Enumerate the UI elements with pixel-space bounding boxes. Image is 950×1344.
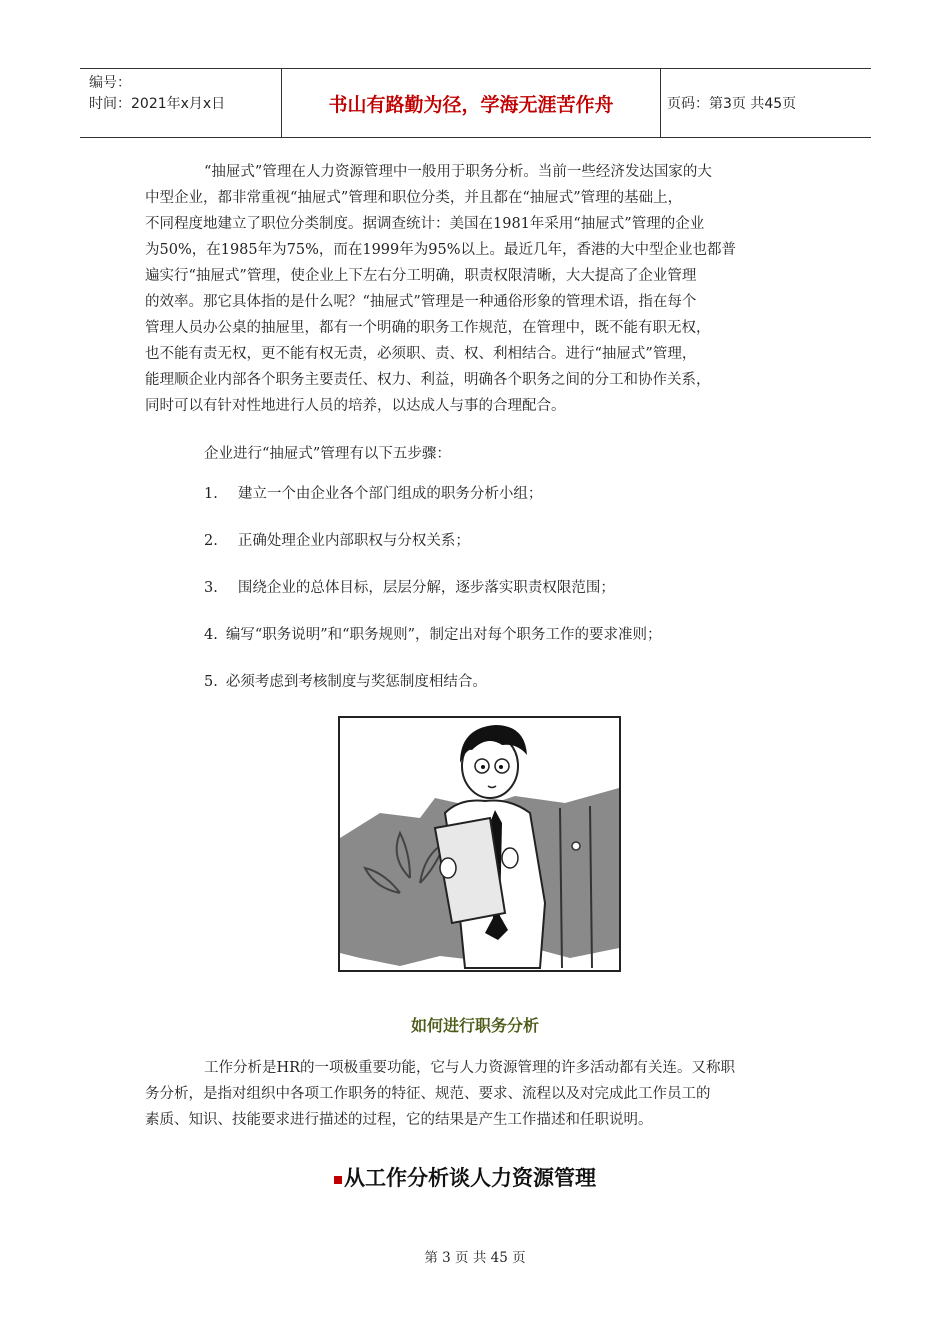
header-meta (80, 69, 282, 137)
page-header (80, 68, 871, 138)
intro-line: 不同程度地建立了职位分类制度。据调查统计：美国在1981年采用“抽屉式”管理的企业 (145, 216, 705, 232)
page-footer: 第 3 页 共 45 页 (424, 1250, 526, 1266)
header-motto: 书山有路勤为径，学海无涯苦作舟 (282, 69, 661, 137)
list-item (204, 576, 615, 597)
intro-line: 中型企业，都非常重视“抽屉式”管理和职位分类，并且都在“抽屉式”管理的基础上， (145, 190, 683, 206)
intro-line: 管理人员办公桌的抽屉里，都有一个明确的职务工作规范，在管理中，既不能有职无权， (145, 320, 711, 336)
list-item (204, 670, 487, 691)
step-number: 1. (204, 486, 218, 502)
step-number: 5. (204, 674, 218, 690)
analysis-line: 素质、知识、技能要求进行描述的过程，它的结果是产生工作描述和任职说明。 (145, 1112, 653, 1128)
intro-line: 同时可以有针对性地进行人员的培养，以达成人与事的合理配合。 (145, 398, 566, 414)
step-number: 4. (204, 627, 218, 643)
section-title-text: 从工作分析谈人力资源管理 (344, 1166, 596, 1190)
step-number: 3. (204, 580, 218, 596)
steps-intro: 企业进行“抽屉式”管理有以下五步骤： (204, 446, 451, 462)
intro-line: 的效率。那它具体指的是什么呢？“抽屉式”管理是一种通俗形象的管理术语，指在每个 (145, 294, 697, 310)
man-reading-document-illustration (340, 718, 619, 970)
time-label: 时间：2021年x月x日 (89, 96, 226, 112)
intro-line: 为50%，在1985年为75%，而在1999年为95%以上。最近几年，香港的大中型企业也都普 (145, 242, 736, 258)
list-item (204, 529, 470, 550)
figure-caption: 如何进行职务分析 (410, 1016, 539, 1035)
intro-line: 能理顺企业内部各个职务主要责任、权力、利益，明确各个职务之间的分工和协作关系， (145, 372, 711, 388)
square-bullet-icon (334, 1176, 342, 1184)
list-item (204, 623, 662, 644)
step-number: 2. (204, 533, 218, 549)
analysis-line: 务分析，是指对组织中各项工作职务的特征、规范、要求、流程以及对完成此工作员工的 (145, 1086, 711, 1102)
step-text: 正确处理企业内部职权与分权关系； (237, 533, 470, 549)
cartoon-illustration (338, 716, 621, 972)
step-text: 编写“职务说明”和“职务规则”，制定出对每个职务工作的要求准则； (225, 627, 662, 643)
intro-line: 也不能有责无权，更不能有权无责，必须职、责、权、利相结合。进行“抽屉式”管理， (145, 346, 697, 362)
step-text: 围绕企业的总体目标，层层分解，逐步落实职责权限范围； (237, 580, 615, 596)
header-page-code: 页码：第3页 共45页 (667, 96, 797, 112)
step-text: 必须考虑到考核制度与奖惩制度相结合。 (225, 674, 487, 690)
step-text: 建立一个由企业各个部门组成的职务分析小组； (237, 486, 543, 502)
list-item (204, 482, 542, 503)
analysis-line: 工作分析是HR的一项极重要功能，它与人力资源管理的许多活动都有关连。又称职 (204, 1060, 736, 1076)
number-label: 编号： (89, 75, 131, 91)
intro-line: 遍实行“抽屉式”管理，使企业上下左右分工明确，职责权限清晰，大大提高了企业管理 (145, 268, 697, 284)
intro-line: “抽屉式”管理在人力资源管理中一般用于职务分析。当前一些经济发达国家的大 (204, 164, 712, 180)
section-title (334, 1162, 596, 1192)
